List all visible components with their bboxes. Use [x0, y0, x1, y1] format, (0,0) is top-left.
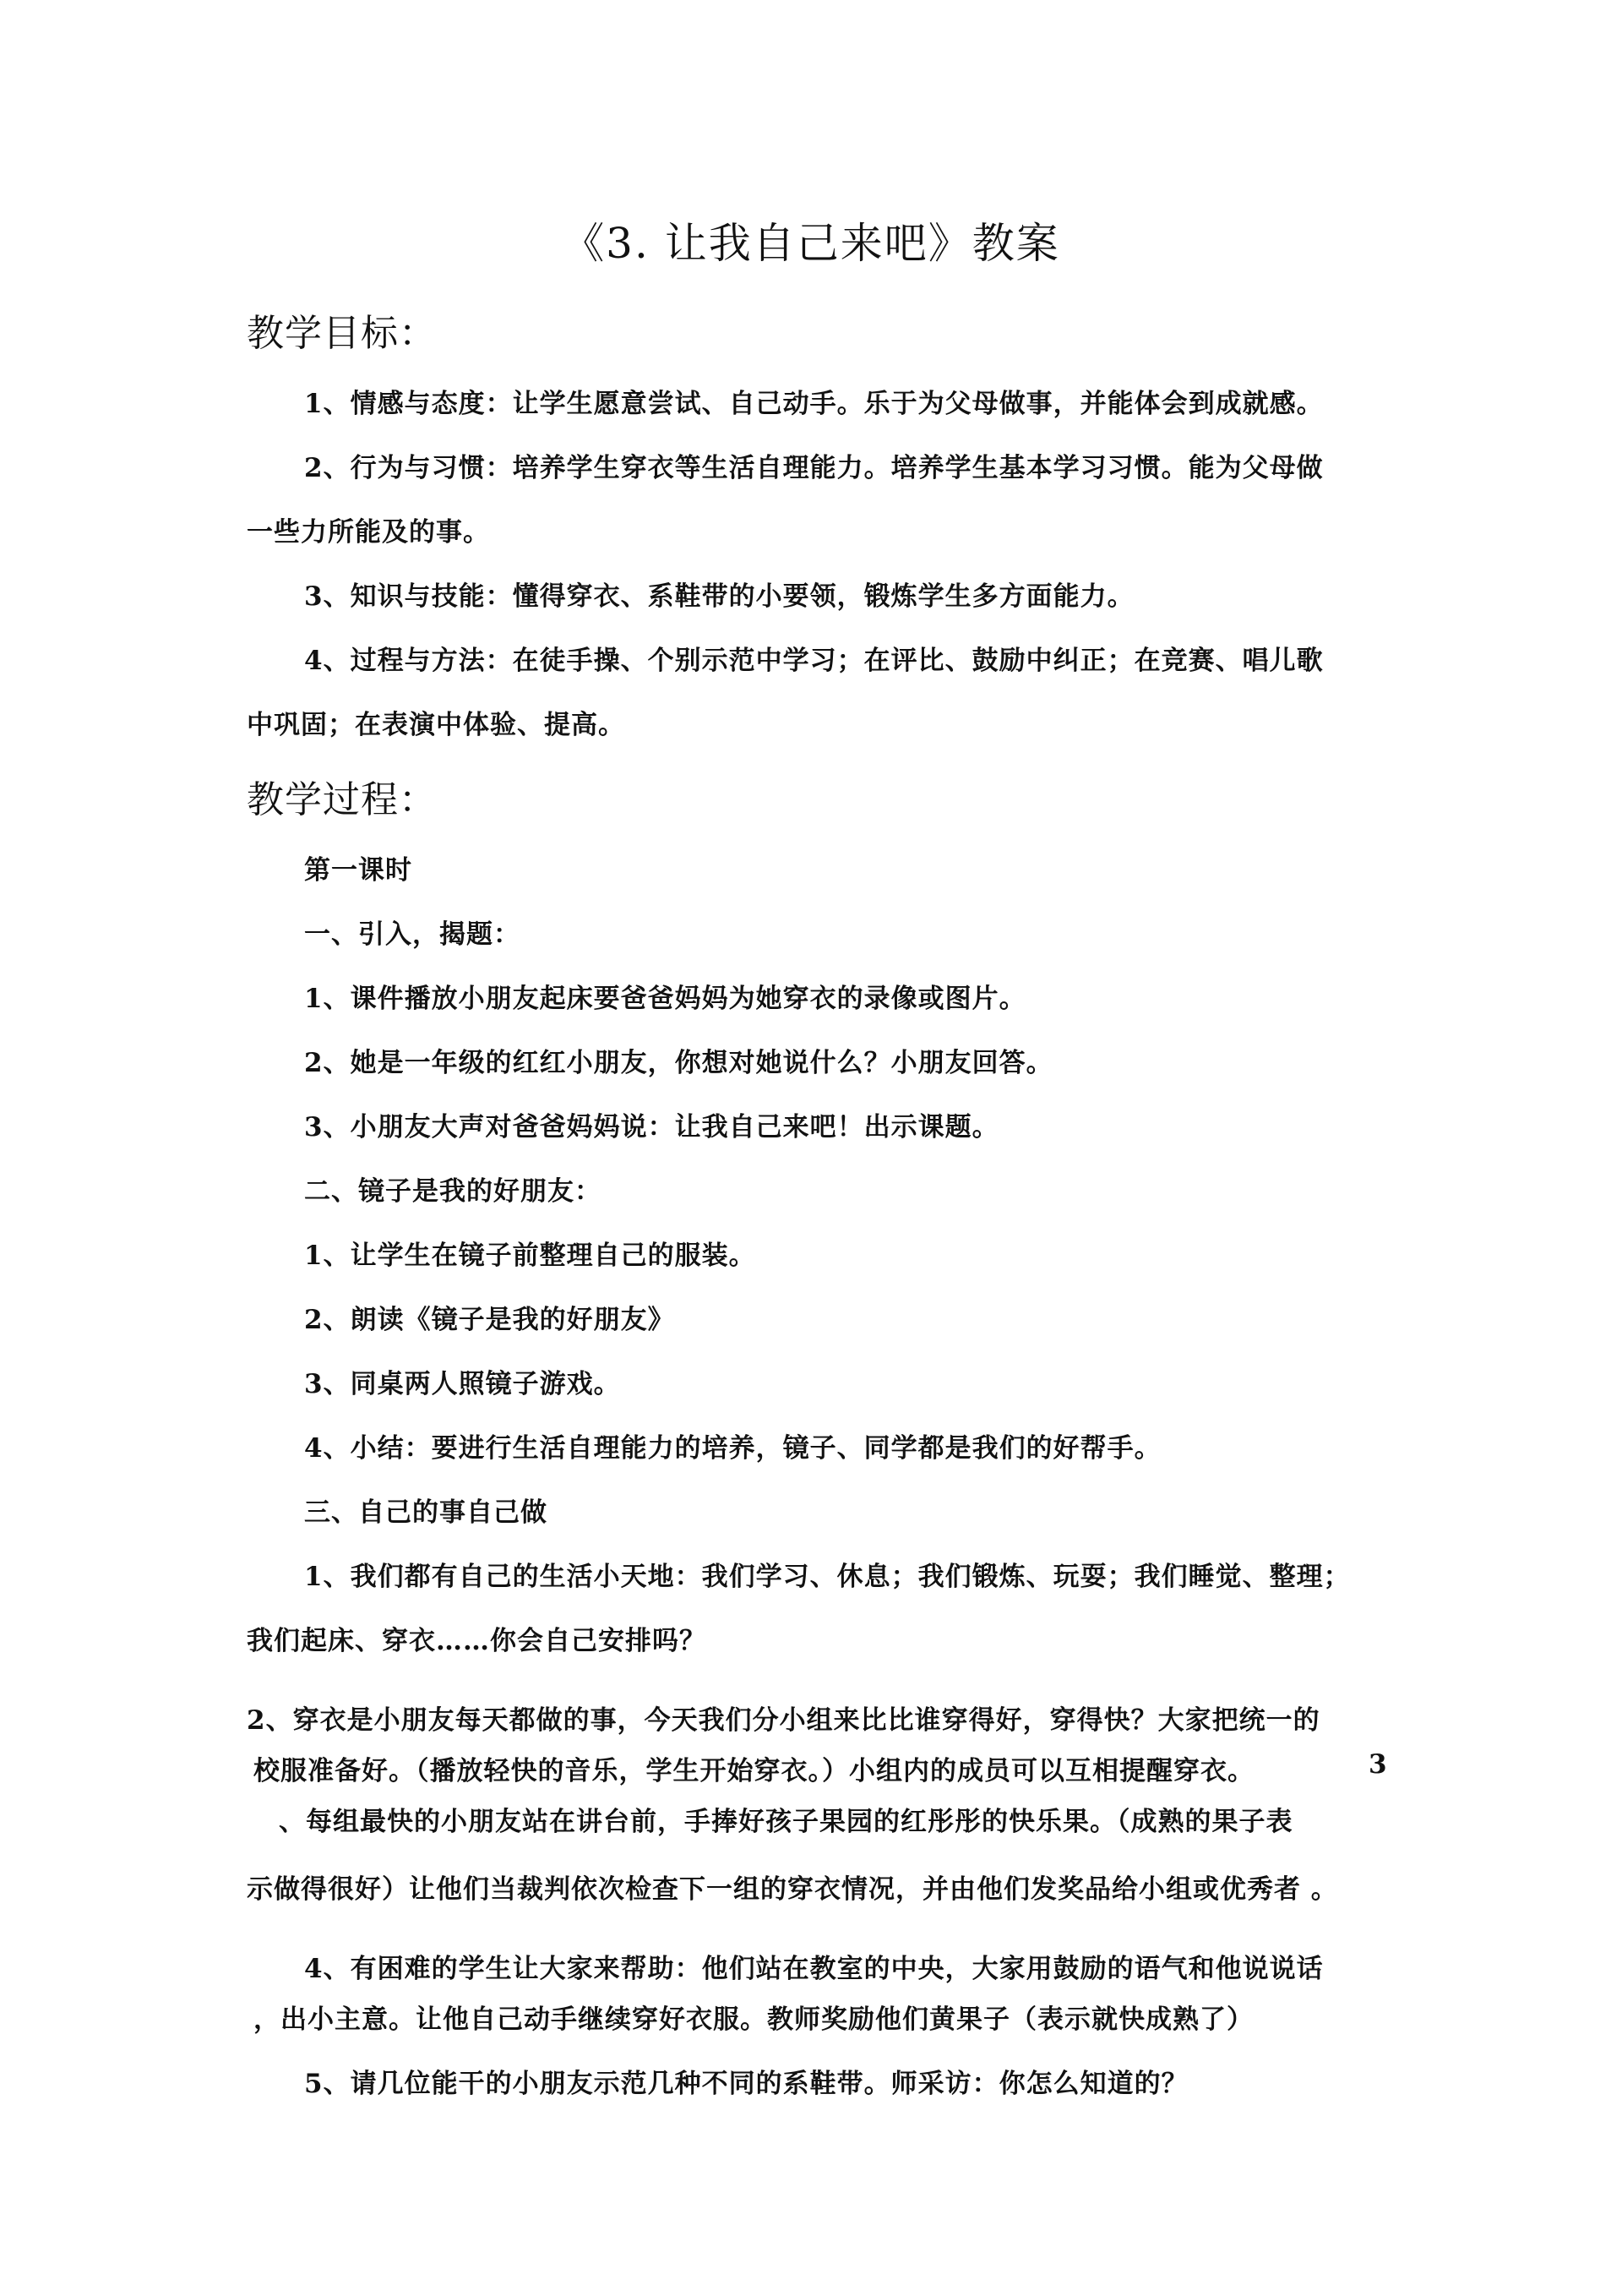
section-3-item-2-line-1: 2、穿衣是小朋友每天都做的事，今天我们分小组来比比谁穿得好，穿得快？大家把统一的	[247, 1705, 1320, 1736]
section-1-item-3: 3、小朋友大声对爸爸妈妈说：让我自己来吧！出示课题。	[304, 1112, 999, 1143]
goals-heading: 教学目标：	[247, 312, 437, 355]
section-2-item-4: 4、小结：要进行生活自理能力的培养，镜子、同学都是我们的好帮手。	[304, 1433, 1162, 1464]
section-3-item-4-line-2: ，出小主意。让他自己动手继续穿好衣服。教师奖励他们黄果子（表示就快成熟了）	[253, 2004, 1254, 2035]
lesson-label: 第一课时	[304, 855, 412, 886]
goal-3: 3、知识与技能：懂得穿衣、系鞋带的小要领，锻炼学生多方面能力。	[304, 581, 1135, 612]
section-2-item-1: 1、让学生在镜子前整理自己的服装。	[304, 1241, 756, 1271]
section-3-item-5: 5、请几位能干的小朋友示范几种不同的系鞋带。师采访：你怎么知道的？	[304, 2069, 1189, 2099]
section-1-item-2: 2、她是一年级的红红小朋友，你想对她说什么？小朋友回答。	[304, 1048, 1053, 1078]
section-3-title: 三、自己的事自己做	[304, 1497, 547, 1528]
section-3-item-3-line-1: 、每组最快的小朋友站在讲台前，手捧好孩子果园的红彤彤的快乐果。（成熟的果子表	[279, 1807, 1293, 1837]
section-2-item-2: 2、朗读《镜子是我的好朋友》	[304, 1305, 675, 1335]
goal-4-line-2: 中巩固；在表演中体验、提高。	[247, 710, 625, 740]
goal-1: 1、情感与态度：让学生愿意尝试、自己动手。乐于为父母做事，并能体会到成就感。	[304, 389, 1324, 419]
goal-4-line-1: 4、过程与方法：在徒手操、个别示范中学习；在评比、鼓励中纠正；在竞赛、唱儿歌	[304, 646, 1324, 676]
section-3-item-2-line-2: 校服准备好。（播放轻快的音乐，学生开始穿衣。）小组内的成员可以互相提醒穿衣。	[253, 1756, 1255, 1786]
goal-2-line-2: 一些力所能及的事。	[247, 517, 490, 548]
section-2-item-3: 3、同桌两人照镜子游戏。	[304, 1369, 621, 1399]
section-1-title: 一、引入，揭题：	[304, 919, 520, 950]
page-title: 《3. 让我自己来吧》教案	[562, 219, 1060, 268]
section-3-item-3-number: 3	[1369, 1749, 1387, 1780]
section-2-title: 二、镜子是我的好朋友：	[304, 1176, 601, 1207]
section-1-item-1: 1、课件播放小朋友起床要爸爸妈妈为她穿衣的录像或图片。	[304, 984, 1026, 1014]
process-heading: 教学过程：	[247, 778, 437, 821]
goal-2-line-1: 2、行为与习惯：培养学生穿衣等生活自理能力。培养学生基本学习习惯。能为父母做	[304, 453, 1324, 483]
section-3-item-3-line-2: 示做得很好）让他们当裁判依次检查下一组的穿衣情况，并由他们发奖品给小组或优秀者 。	[247, 1874, 1338, 1905]
section-3-item-1-line-2: 我们起床、穿衣……你会自己安排吗？	[247, 1626, 706, 1656]
section-3-item-4-line-1: 4、有困难的学生让大家来帮助：他们站在教室的中央，大家用鼓励的语气和他说说话	[304, 1954, 1324, 1984]
section-3-item-1-line-1: 1、我们都有自己的生活小天地：我们学习、休息；我们锻炼、玩耍；我们睡觉、整理；	[304, 1562, 1351, 1592]
